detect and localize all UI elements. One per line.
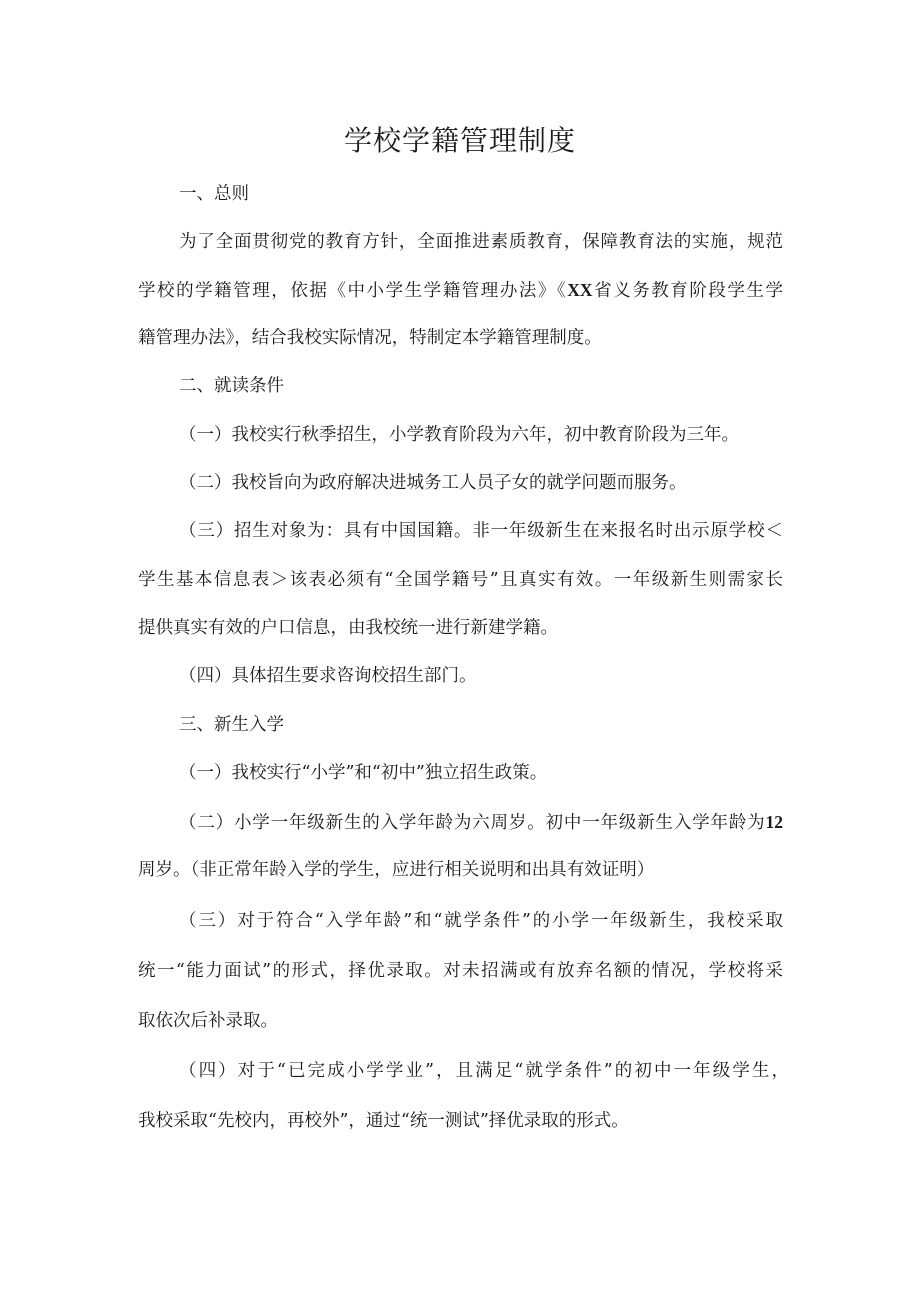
paragraph-line: 统一“能力面试”的形式，择优录取。对未招满或有放弃名额的情况，学校将采 bbox=[138, 961, 783, 981]
paragraph-line: 为了全面贯彻党的教育方针，全面推进素质教育，保障教育法的实施，规范 bbox=[179, 232, 783, 252]
paragraph-line: 周岁。（非正常年龄入学的学生，应进行相关说明和出具有效证明） bbox=[138, 860, 655, 880]
paragraph-line: 提供真实有效的户口信息，由我校统一进行新建学籍。 bbox=[138, 618, 558, 638]
paragraph-line: 学校的学籍管理，依据《中小学生学籍管理办法》《XX省义务教育阶段学生学 bbox=[138, 280, 784, 301]
list-item: （二）小学一年级新生的入学年龄为六周岁。初中一年级新生入学年龄为12 bbox=[179, 812, 783, 833]
list-item: （三）对于符合“入学年龄”和“就学条件”的小学一年级新生，我校采取 bbox=[179, 911, 783, 931]
list-item: （四）具体招生要求咨询校招生部门。 bbox=[179, 666, 477, 686]
section-heading-enrollment: 三、新生入学 bbox=[179, 715, 284, 735]
paragraph-line: 我校采取“先校内，再校外”，通过“统一测试”择优录取的形式。 bbox=[138, 1111, 629, 1131]
section-heading-conditions: 二、就读条件 bbox=[179, 376, 284, 396]
document-title: 学校学籍管理制度 bbox=[343, 124, 576, 157]
list-item: （一）我校实行秋季招生，小学教育阶段为六年，初中教育阶段为三年。 bbox=[179, 425, 739, 445]
list-item: （一）我校实行“小学”和“初中”独立招生政策。 bbox=[179, 763, 548, 783]
section-heading-general: 一、总则 bbox=[179, 184, 249, 204]
paragraph-line: 籍管理办法》，结合我校实际情况，特制定本学籍管理制度。 bbox=[138, 328, 602, 348]
paragraph-line: 取依次后补录取。 bbox=[138, 1011, 278, 1031]
paragraph-line: 学生基本信息表＞该表必须有“全国学籍号”且真实有效。一年级新生则需家长 bbox=[138, 570, 783, 590]
list-item: （四）对于“已完成小学学业”，且满足“就学条件”的初中一年级学生， bbox=[179, 1061, 789, 1081]
list-item: （三）招生对象为：具有中国国籍。非一年级新生在来报名时出示原学校＜ bbox=[179, 521, 783, 541]
list-item: （二）我校旨向为政府解决进城务工人员子女的就学问题而服务。 bbox=[179, 473, 687, 493]
